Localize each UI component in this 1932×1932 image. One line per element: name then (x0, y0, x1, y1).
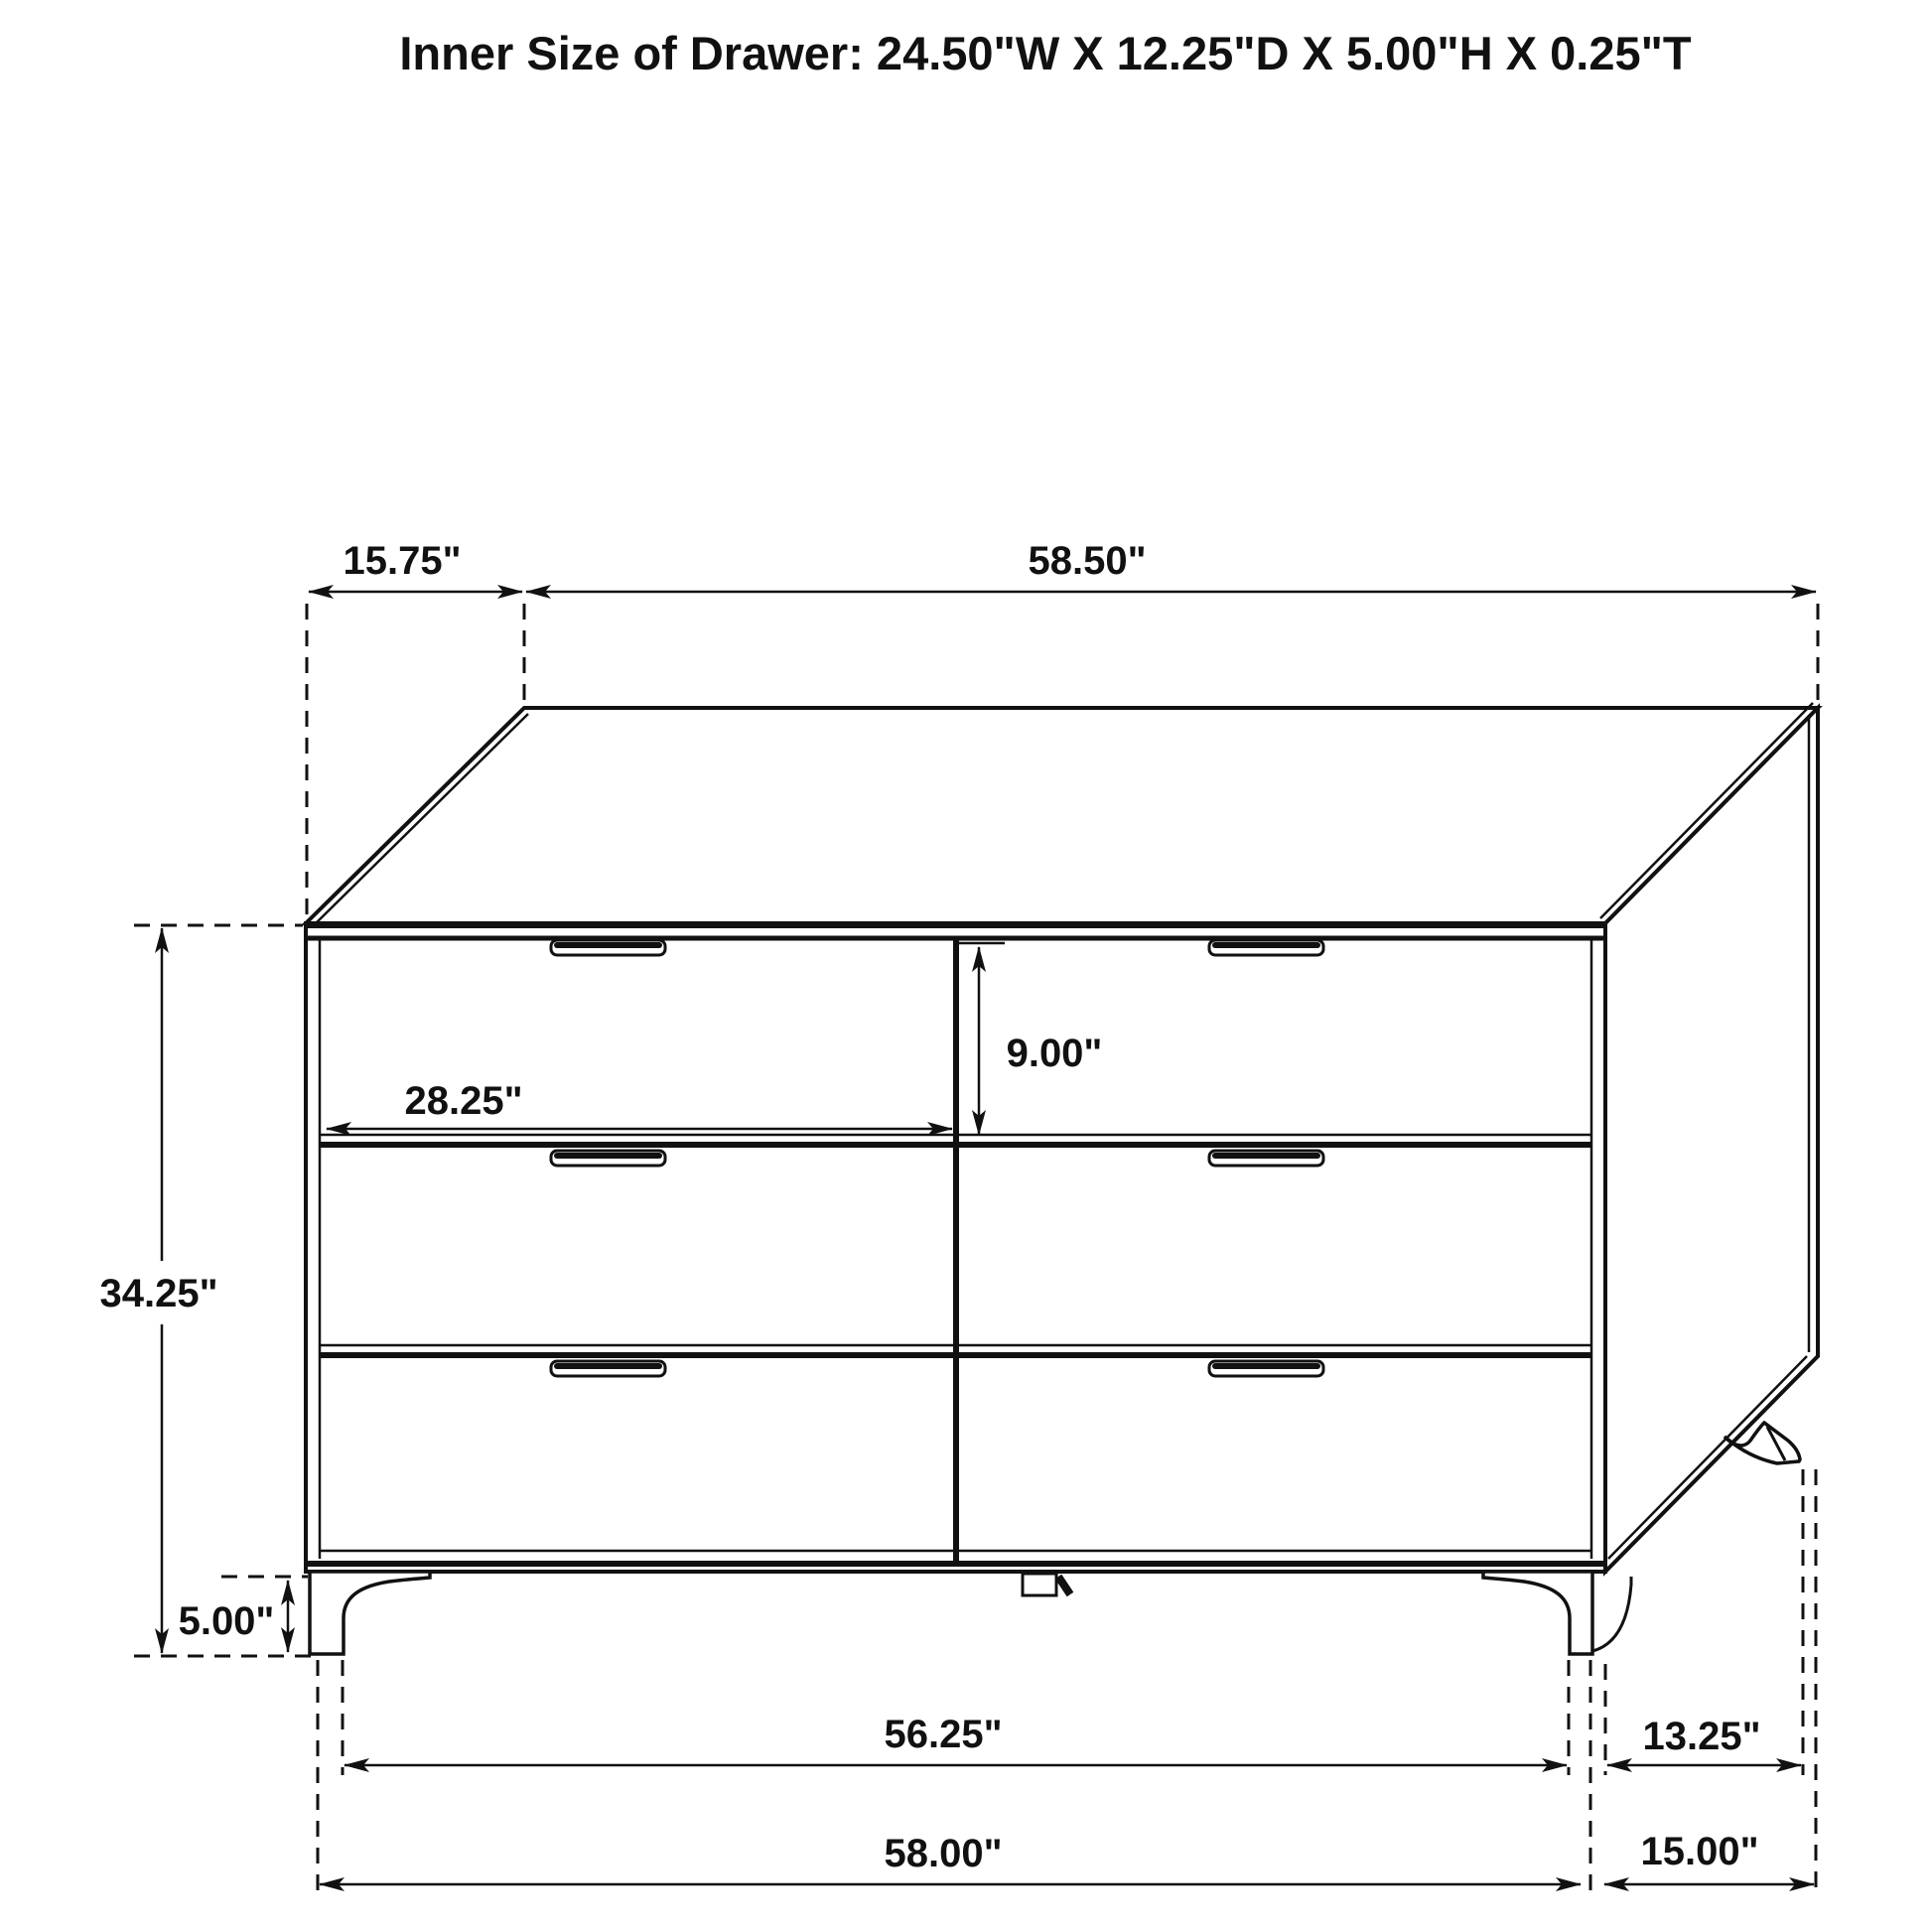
dim-top-width-label: 58.50" (1028, 539, 1147, 583)
drawer-handle (551, 1151, 665, 1166)
dim-leg-height-label: 5.00" (178, 1599, 275, 1643)
dim-overall-height (99, 925, 316, 1656)
dim-base-width (318, 1660, 1590, 1894)
dim-drawer-height-label: 9.00" (1006, 1032, 1103, 1075)
dresser-body (306, 703, 1818, 1654)
dim-base-inner-depth-label: 13.25" (1642, 1715, 1761, 1758)
front-right-leg-side-curve (1592, 1577, 1631, 1651)
front-left-leg (310, 1572, 430, 1654)
drawer-handle (1209, 1151, 1323, 1166)
front-right-leg (1483, 1572, 1592, 1654)
drawer-handle (551, 1361, 665, 1376)
dim-base-inner-width-label: 56.25" (884, 1713, 1003, 1756)
diagram-title: Inner Size of Drawer: 24.50"W X 12.25"D X 5.00"H X 0.25"T (399, 27, 1692, 79)
dim-base-width-label: 58.00" (884, 1832, 1003, 1875)
dim-overall-height-label: 34.25" (99, 1272, 218, 1315)
dim-top-width (526, 539, 1818, 703)
drawer-handle (1209, 1361, 1323, 1376)
dim-leg-height (179, 1577, 308, 1652)
middle-leg (1023, 1574, 1070, 1595)
drawer-handle (1209, 940, 1323, 955)
dim-drawer-width-label: 28.25" (404, 1079, 523, 1123)
dresser-top-face (306, 708, 1818, 923)
drawer-handle (551, 940, 665, 955)
dim-base-depth-label: 15.00" (1640, 1830, 1759, 1873)
dim-base-inner-width (343, 1660, 1569, 1775)
dim-top-depth-label: 15.75" (343, 539, 462, 583)
